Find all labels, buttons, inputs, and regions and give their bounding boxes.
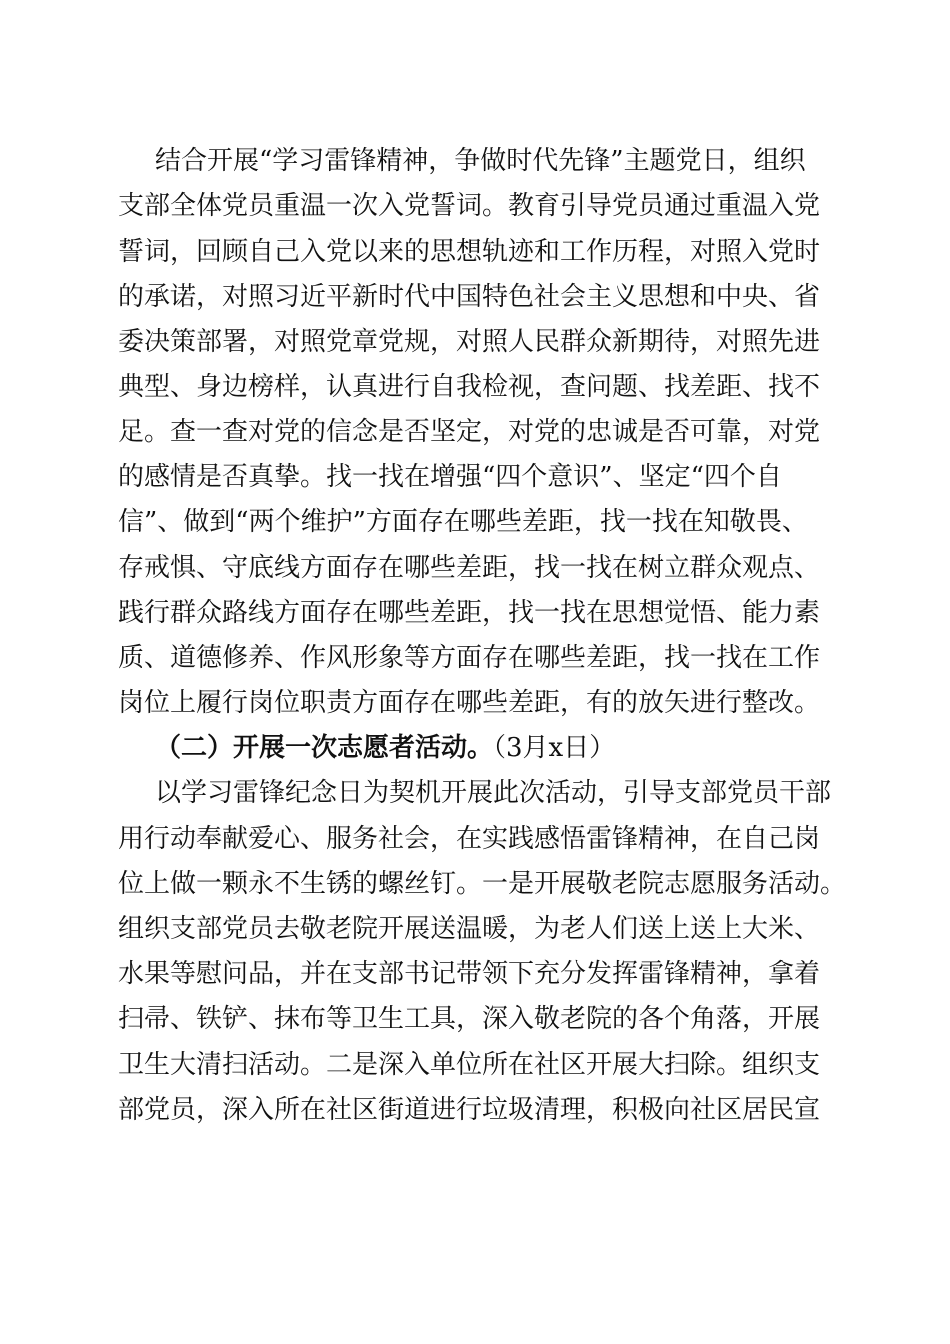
paragraph-1-line-4: 的承诺，对照习近平新时代中国特色社会主义思想和中央、省 [118, 282, 821, 312]
paragraph-1-line-5: 委决策部署，对照党章党规，对照人民群众新期待，对照先进 [118, 327, 821, 357]
paragraph-1-line-7: 足。查一查对党的信念是否坚定，对党的忠诚是否可靠，对党 [118, 417, 821, 447]
paragraph-1-line-3: 誓词，回顾自己入党以来的思想轨迹和工作历程，对照入党时 [118, 237, 821, 267]
paragraph-1-line-10: 存戒惧、守底线方面存在哪些差距，找一找在树立群众观点、 [118, 553, 821, 583]
paragraph-1-line-6: 典型、身边榜样，认真进行自我检视，查问题、找差距、找不 [118, 372, 821, 402]
paragraph-1-line-11: 践行群众路线方面存在哪些差距，找一找在思想觉悟、能力素 [118, 598, 821, 628]
paragraph-2-line-1: 以学习雷锋纪念日为契机开展此次活动，引导支部党员干部 [155, 778, 832, 808]
paragraph-2-line-2: 用行动奉献爱心、服务社会，在实践感悟雷锋精神，在自己岗 [118, 824, 821, 854]
paragraph-2-line-3: 位上做一颗永不生锈的螺丝钉。一是开展敬老院志愿服务活动。 [118, 869, 847, 899]
paragraph-2-line-6: 扫帚、铁铲、抹布等卫生工具，深入敬老院的各个角落，开展 [118, 1004, 821, 1034]
paragraph-1-line-2: 支部全体党员重温一次入党誓词。教育引导党员通过重温入党 [118, 191, 821, 221]
paragraph-1-line-9: 信”、做到“两个维护”方面存在哪些差距，找一找在知敬畏、 [118, 507, 808, 537]
paragraph-2-line-8: 部党员，深入所在社区街道进行垃圾清理，积极向社区居民宣 [118, 1095, 821, 1125]
section-heading-title: （二）开展一次志愿者活动。 [155, 733, 494, 763]
paragraph-2-line-4: 组织支部党员去敬老院开展送温暖，为老人们送上送上大米、 [118, 914, 821, 944]
paragraph-2-line-5: 水果等慰问品，并在支部书记带领下充分发挥雷锋精神，拿着 [118, 959, 821, 989]
paragraph-1-line-8: 的感情是否真挚。找一找在增强“四个意识”、坚定“四个自 [118, 462, 782, 492]
paragraph-1-line-12: 质、道德修养、作风形象等方面存在哪些差距，找一找在工作 [118, 643, 821, 673]
section-heading [155, 726, 950, 770]
paragraph-1-line-13: 岗位上履行岗位职责方面存在哪些差距，有的放矢进行整改。 [118, 688, 821, 718]
section-heading-date: （3月x日） [493, 733, 616, 763]
paragraph-1-line-1: 结合开展“学习雷锋精神，争做时代先锋”主题党日，组织 [155, 146, 806, 176]
paragraph-2-line-7: 卫生大清扫活动。二是深入单位所在社区开展大扫除。组织支 [118, 1050, 821, 1080]
